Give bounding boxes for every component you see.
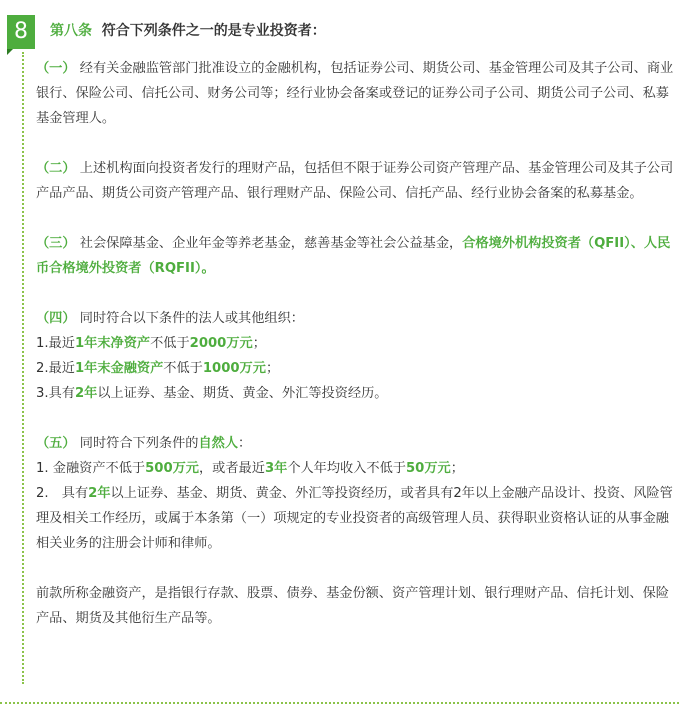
highlight: 1年末净资产: [74, 336, 151, 351]
text: ；: [252, 336, 266, 351]
text: 不低于: [150, 336, 190, 351]
text: 2.最近: [36, 361, 75, 376]
dotted-bottom-border: [0, 702, 679, 704]
clause-4-item-1: [36, 331, 676, 356]
clause-2-text: 上述机构面向投资者发行的理财产品，包括但不限于证券公司资产管理产品、基金管理公司及其子公司产品产品、期货公司资产管理产品、银行理财产品、保险公司、信托产品、经行业协会备案的私募基金。: [36, 161, 674, 201]
highlight: 2000万元: [189, 336, 253, 351]
clause-5-item-1: [36, 456, 676, 481]
clause-3-highlight: 合格境外机构投资者（QFII）、人民币合格境外投资者（RQFII）。: [36, 236, 671, 276]
clause-4-marker: （四）: [36, 311, 76, 326]
clause-5-marker: （五）: [36, 436, 76, 451]
highlight: 3年: [264, 461, 288, 476]
clause-1-marker: （一）: [36, 61, 76, 76]
clause-4-item-2: [36, 356, 676, 381]
clause-5-heading: [36, 431, 676, 456]
text: 以上证券、基金、期货、黄金、外汇等投资经历，或者具有2年以上金融产品设计、投资、风险管理及相关工作经历，或属于本条第（一）项规定的专业投资者的高级管理人员、获得职业资格认证的从事金融相关业务的注册会计师和律师。: [36, 486, 673, 551]
clause-1-text: 经有关金融监管部门批准设立的金融机构，包括证券公司、期货公司、基金管理公司及其子公司、商业银行、保险公司、信托公司、财务公司等；经行业协会备案或登记的证券公司子公司、期货公司子公司、私募基金管理人。: [36, 61, 674, 126]
highlight: 2年: [74, 386, 98, 401]
article-number: 第八条: [50, 23, 92, 39]
text: 不低于: [163, 361, 203, 376]
dotted-left-border: [22, 52, 24, 684]
highlight: 500万元: [145, 461, 199, 476]
highlight: 1000万元: [202, 361, 266, 376]
clause-2: [36, 156, 676, 206]
clause-2-marker: （二）: [36, 161, 76, 176]
badge-fold-decoration: [7, 49, 13, 55]
clause-3: [36, 231, 676, 281]
clause-5-heading-text: 同时符合下列条件的: [79, 436, 199, 451]
clause-4-item-3: [36, 381, 676, 406]
text: 2. 具有: [36, 486, 89, 501]
article-body: [36, 56, 676, 631]
highlight: 2年: [88, 486, 111, 501]
article-heading: [50, 20, 326, 40]
text: ；: [450, 461, 464, 476]
clause-4-heading-text: 同时符合以下条件的法人或其他组织：: [79, 311, 304, 326]
text: 3.具有: [36, 386, 75, 401]
text: ：: [238, 436, 252, 451]
highlight: 1年末金融资产: [74, 361, 164, 376]
clause-5-item-2: [36, 481, 676, 556]
text: ，或者最近: [199, 461, 265, 476]
clause-5-heading-highlight: 自然人: [198, 436, 239, 451]
section-number-badge: 8: [7, 15, 35, 49]
clause-3-text: 社会保障基金、企业年金等养老基金，慈善基金等社会公益基金，: [79, 236, 463, 251]
article-title: 符合下列条件之一的是专业投资者：: [101, 23, 326, 39]
clause-4-heading: [36, 306, 676, 331]
text: 1.最近: [36, 336, 75, 351]
closing-paragraph: 前款所称金融资产，是指银行存款、股票、债券、基金份额、资产管理计划、银行理财产品、信托计划、保险产品、期货及其他衍生产品等。: [36, 586, 669, 626]
text: 个人年均收入不低于: [287, 461, 406, 476]
text: 1. 金融资产不低于: [36, 461, 146, 476]
highlight: 50万元: [406, 461, 451, 476]
clause-1: [36, 56, 676, 131]
text: 以上证券、基金、期货、黄金、外汇等投资经历。: [97, 386, 388, 401]
text: ；: [265, 361, 280, 376]
clause-3-marker: （三）: [36, 236, 76, 251]
